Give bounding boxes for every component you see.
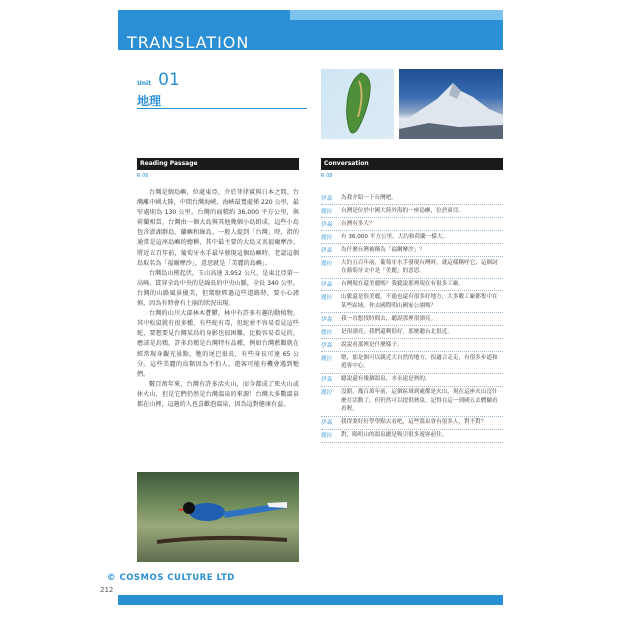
utterance: 台灣是位於中國大陸外海的一座島嶼，位於東亞。	[341, 207, 465, 214]
reading-passage-heading: Reading Passage	[137, 158, 299, 170]
taiwan-map-icon	[321, 69, 394, 139]
taiwan-map-image	[321, 69, 394, 139]
reading-paragraph: 數百萬年來，台灣有許多活火山，而今都成了死火山或休火山，但是它們仍然是台灣溫泉的來源！台灣大多數溫泉都在山裡，這趟的人也喜歡泡溫泉，因為這對健康有益。	[137, 380, 299, 408]
dialogue-line	[321, 244, 503, 257]
speaker-name: 麗拉	[321, 260, 333, 267]
utterance: 大約五百年前，葡萄牙水手發現台灣時，就這樣稱呼它，這個詞在葡萄牙文中是「美麗」的意思。	[341, 259, 498, 275]
mountain-photo	[399, 69, 503, 139]
speaker-name: 麗拉	[321, 295, 333, 302]
dialogue-line	[321, 257, 503, 279]
unit-title: 地理	[137, 94, 162, 108]
dialogue-line	[321, 205, 503, 218]
dialogue-line	[321, 279, 503, 292]
unit-heading	[137, 70, 180, 90]
utterance: 為我介紹一下台灣吧。	[341, 194, 397, 201]
utterance: 台灣有多大？	[341, 220, 375, 227]
dialogue-line	[321, 218, 503, 231]
dialogue-line	[321, 387, 503, 417]
utterance: 對，陽明山的溫泉總是吸引很多遊客前往。	[341, 432, 448, 439]
dialogue-line	[321, 339, 503, 352]
utterance: 我一直想找時間去，聽說那裡很漂亮。	[341, 315, 437, 322]
banner-title: TRANSLATION	[127, 33, 250, 52]
conversation-heading: Conversation	[321, 158, 503, 170]
speaker-name: 伊森	[321, 420, 333, 427]
utterance: 我得要好好學學點去看吧，這些溫泉會有很多人，對不對？	[341, 419, 487, 426]
conversation-list	[321, 192, 503, 443]
dialogue-line	[321, 192, 503, 205]
footer-bar	[118, 595, 503, 605]
utterance: 有 36,000 平方公里，大約和荷蘭一樣大。	[341, 233, 449, 240]
utterance: 山脈還是很美麗，不過也還有很多好地方，大多數工廠都集中在某些區域。你去國際明山國家公園嗎？	[341, 294, 498, 309]
utterance: 是很漂亮，我們還剩很好，那麼聽台北很近。	[341, 328, 453, 335]
reading-paragraph: 台灣的山川大部林木蒼鬱，林中有許多有趣的動植物，其中松鼠就有很多種，有些蛇有毒，但蛇並不容易看見這些蛇，要想要見台灣某鳥的身影也很困難，比較容易看見的，應該是烏鴉。許多烏鴉是台灣特有品種，例如台灣藍鵲就在經常現身觀光景點，牠的尾巴很長，有些身長可達 65 公分。這些美麗的鳥類因為不怕人，遊客可能有機會遇到牠們。	[137, 310, 299, 378]
speaker-name: 伊森	[321, 342, 333, 349]
dialogue-line	[321, 374, 503, 387]
reading-paragraph: 台灣島山巒起伏，玉山高達 3,952 公尺，是東北亞第一高峰。貫穿全島中央的是綿長的中央山脈，全長 340 公里。台灣的山路風景優美，但駕駛經過這些道路時，要小心謹慎，因為有時會有土崩的狀況出現。	[137, 269, 299, 308]
dialogue-line	[321, 313, 503, 326]
unit-divider	[137, 108, 307, 109]
taiwan-blue-magpie-photo	[137, 472, 299, 562]
header-accent-strip	[290, 10, 503, 20]
dialogue-line	[321, 291, 503, 313]
copyright-watermark: © COSMOS CULTURE LTD	[107, 573, 235, 583]
conversation-audio-code: R 08	[321, 173, 333, 179]
speaker-name: 麗拉	[321, 433, 333, 440]
speaker-name: 伊森	[321, 247, 333, 254]
speaker-name: 麗拉	[321, 234, 333, 241]
bird-icon	[137, 472, 299, 562]
utterance: 沒錯，幾百萬年前，這個區域到處都是火山，現在這座火山沒什麼在活動了，但仍然可以提供熱泉。記得在這一到國五去體驗看看喔。	[341, 389, 498, 413]
speaker-name: 伊森	[321, 316, 333, 323]
speaker-name: 伊森	[321, 221, 333, 228]
speaker-name: 麗拉	[321, 390, 333, 397]
utterance: 說說看那裡是什麼樣子。	[341, 341, 403, 348]
utterance: 聽說還有幾個溫泉，水永遠是熱的。	[341, 376, 431, 383]
speaker-name: 伊森	[321, 377, 333, 384]
dialogue-line	[321, 430, 503, 443]
speaker-name: 伊森	[321, 195, 333, 202]
speaker-name: 麗拉	[321, 208, 333, 215]
utterance: 台灣現在還美麗嗎？我聽說那裡現在有很多工廠。	[341, 281, 465, 288]
reading-audio-code: R 06	[137, 173, 149, 179]
dialogue-line	[321, 417, 503, 430]
page-number: 212	[100, 586, 114, 594]
utterance: 為什麼台灣被稱為「福爾摩沙」？	[341, 246, 425, 253]
unit-label: Unit	[137, 80, 152, 87]
reading-paragraph: 台灣是個島嶼，位處東亞，介於菲律賓與日本之間。台灣離中國大陸，中間台灣海峽，海峽最寬處僅 220 公里，最窄處則為 130 公里。台灣的面積約 36,000 平方公里，與荷蘭相當，台灣由一個大島與其他幾個小島組成，這些小島包含澎湖群島、蘭嶼和綠島。一般人提到「台灣」時，指的通常是這座島嶼的總稱，其中最主要的大島又名福爾摩沙。將近五百年前，葡萄牙水手最早發現這個島嶼時，老認這個島取名為「福爾摩沙」，意思就是「美麗的島嶼」。	[137, 189, 299, 267]
speaker-name: 麗拉	[321, 329, 333, 336]
dialogue-line	[321, 352, 503, 374]
unit-number: 01	[158, 70, 180, 90]
dialogue-line	[321, 231, 503, 244]
speaker-name: 伊森	[321, 282, 333, 289]
reading-passage	[137, 188, 299, 410]
speaker-name: 麗拉	[321, 355, 333, 362]
dialogue-line	[321, 326, 503, 339]
mountain-peak-icon	[399, 69, 503, 139]
utterance: 嗯，那是個可以親近大自然的地方，很適合走走，有很多步道和遊客中心。	[341, 354, 498, 370]
